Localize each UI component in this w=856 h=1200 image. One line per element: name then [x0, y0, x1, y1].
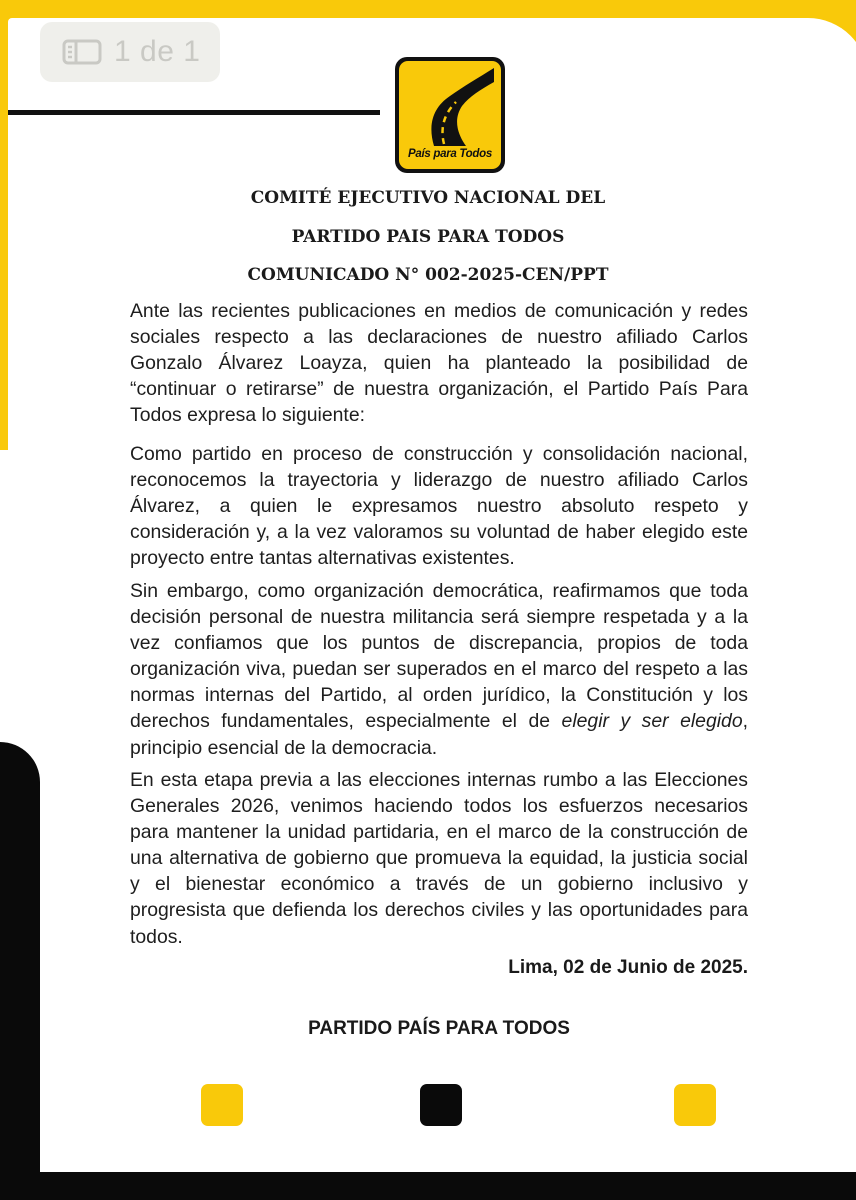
heading-line-2: PARTIDO PAIS PARA TODOS — [291, 227, 565, 247]
party-logo — [394, 56, 506, 174]
paragraph-3-end: , principio esencial de la democracia. — [130, 710, 748, 759]
page-indicator-label: 1 de 1 — [114, 35, 201, 68]
page-indicator[interactable] — [40, 22, 220, 82]
decorative-square-yellow-left — [201, 1084, 243, 1126]
page-list-icon — [62, 39, 102, 65]
header-rule — [8, 110, 380, 115]
logo-wordmark: País para Todos — [408, 148, 492, 160]
decorative-square-black — [420, 1084, 462, 1126]
date-line: Lima, 02 de Junio de 2025. — [508, 957, 748, 978]
signature: PARTIDO PAÍS PARA TODOS — [308, 1018, 570, 1039]
decorative-square-yellow-right — [674, 1084, 716, 1126]
paragraph-3 — [130, 578, 748, 761]
paragraph-2: Como partido en proceso de construcción y consolidación nacional, reconocemos la trayectoria y liderazgo de nuestro afiliado Carlos Álvarez, a quien le expresamos nuestro absoluto respeto y consideración y, a la vez valoramos su voluntad de haber elegido este proyecto entre tantas alternativas existentes. — [130, 443, 748, 570]
paragraph-4: En esta etapa previa a las elecciones internas rumbo a las Elecciones Generales 2026, venimos haciendo todos los esfuerzos necesarios para mantener la unidad partidaria, en el marco de la construcción de una alternativa de gobierno que promueva la equidad, la justicia social y el bienestar económico a través de un gobierno inclusivo y progresista que defienda los derechos civiles y las oportunidades para todos. — [130, 769, 748, 948]
communique-number: COMUNICADO N° 002-2025-CEN/PPT — [247, 265, 609, 285]
black-frame-bottom — [0, 1172, 856, 1200]
paragraph-1: Ante las recientes publicaciones en medios de comunicación y redes sociales respecto a las declaraciones de nuestro afiliado Carlos Gonzalo Álvarez Loayza, quien ha planteado la posibilidad de “continuar o retirarse” de nuestra organización, el Partido País Para Todos expresa lo siguiente: — [130, 300, 748, 427]
paragraph-3-emphasis: elegir y ser elegido — [561, 710, 743, 733]
paragraph-3-start: Sin embargo, como organización democrática, reafirmamos que toda decisión personal de nuestra militancia será siempre respetada y a la vez confiamos que los puntos de discrepancia, propios de toda organización viva, puedan ser superados en el marco del respeto a las normas internas del Partido, al orden jurídico, la Constitución y los derechos fundamentales, especialmente el de — [130, 580, 748, 733]
heading-line-1: COMITÉ EJECUTIVO NACIONAL DEL — [250, 188, 606, 208]
black-frame-left — [0, 742, 40, 1200]
